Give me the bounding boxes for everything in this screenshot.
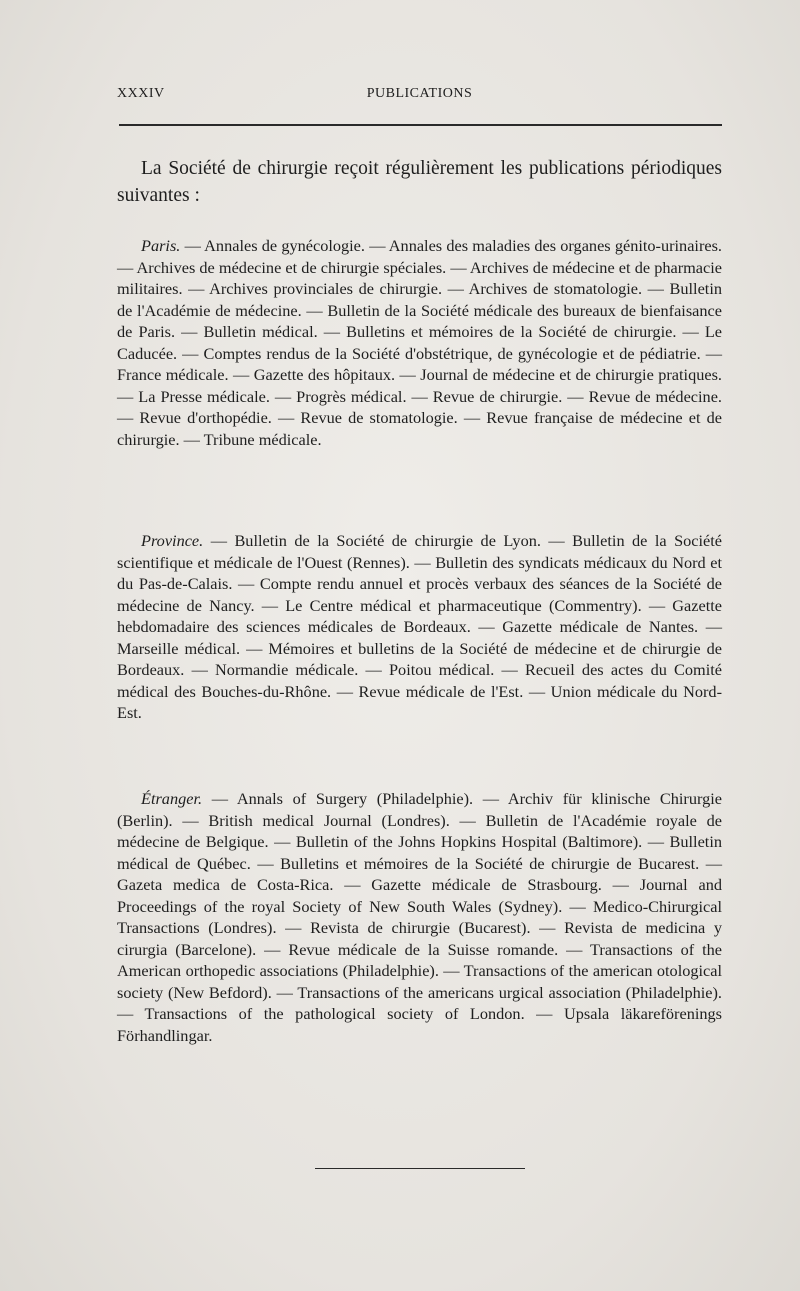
page-number: XXXIV bbox=[117, 86, 165, 101]
intro-paragraph: La Société de chirurgie reçoit régulièrement les publications périodiques suivantes : bbox=[117, 158, 722, 206]
header-rule bbox=[119, 124, 722, 126]
running-title: PUBLICATIONS bbox=[366, 86, 473, 101]
section-label-etranger: Étranger. bbox=[141, 789, 203, 808]
section-label-province: Province. bbox=[141, 531, 204, 550]
section-text-paris: — Annales de gynécologie. — Annales des maladies des organes génito-urinaires. — Archives de médecine et de chirurgie spéciales. — Archives de médecine et de pharmacie militaires. — Archives provinciales de chirurgie. — Archives de stomatologie. — Bulletin de l'Académie de médecine. — Bulletin de la Société médicale des bureaux de bienfaisance de Paris. — Bulletin médical. — Bulletins et mémoires de la Société de chirurgie. — Le Caducée. — Comptes rendus de la Société d'obstétrique, de gynécologie et de pédiatrie. — France médicale. — Gazette des hôpitaux. — Journal de médecine et de chirurgie pratiques. — La Presse médicale. — Progrès médical. — Revue de chirurgie. — Revue de médecine. — Revue d'orthopédie. — Revue de stomatologie. — Revue française de médecine et de chirurgie. — Tribune médicale. bbox=[117, 236, 722, 449]
section-label-paris: Paris. bbox=[141, 236, 181, 255]
section-province bbox=[117, 530, 722, 724]
section-paris bbox=[117, 235, 722, 450]
section-text-etranger: — Annals of Surgery (Philadelphie). — Archiv für klinische Chirurgie (Berlin). — British medical Journal (Londres). — Bulletin de l'Académie royale de médecine de Belgique. — Bulletin of the Johns Hopkins Hospital (Baltimore). — Bulletin médical de Québec. — Bulletins et mémoires de la Société de chirurgie de Bucarest. — Gazeta medica de Costa-Rica. — Gazette médicale de Strasbourg. — Journal and Proceedings of the royal Society of New South Wales (Sydney). — Medico-Chirurgical Transactions (Londres). — Revista de chirurgie (Bucarest). — Revista de medicina y cirurgia (Barcelone). — Revue médicale de la Suisse romande. — Transactions of the American orthopedic associations (Philadelphie). — Transactions of the american otological society (New Befdord). — Transactions of the americans urgical association (Philadelphie). — Transactions of the pathological society of London. — Upsala läkareförenings Förhandlingar. bbox=[117, 789, 722, 1045]
end-rule bbox=[315, 1168, 525, 1169]
running-head bbox=[117, 86, 722, 108]
section-text-province: — Bulletin de la Société de chirurgie de Lyon. — Bulletin de la Société scientifique et médicale de l'Ouest (Rennes). — Bulletin des syndicats médicaux du Nord et du Pas-de-Calais. — Compte rendu annuel et procès verbaux des séances de la Société de médecine de Nancy. — Le Centre médical et pharmaceutique (Commentry). — Gazette hebdomadaire des sciences médicales de Bordeaux. — Gazette médicale de Nantes. — Marseille médical. — Mémoires et bulletins de la Société de médecine et de chirurgie de Bordeaux. — Normandie médicale. — Poitou médical. — Recueil des actes du Comité médical des Bouches-du-Rhône. — Revue médicale de l'Est. — Union médicale du Nord-Est. bbox=[117, 531, 722, 722]
section-etranger bbox=[117, 788, 722, 1046]
